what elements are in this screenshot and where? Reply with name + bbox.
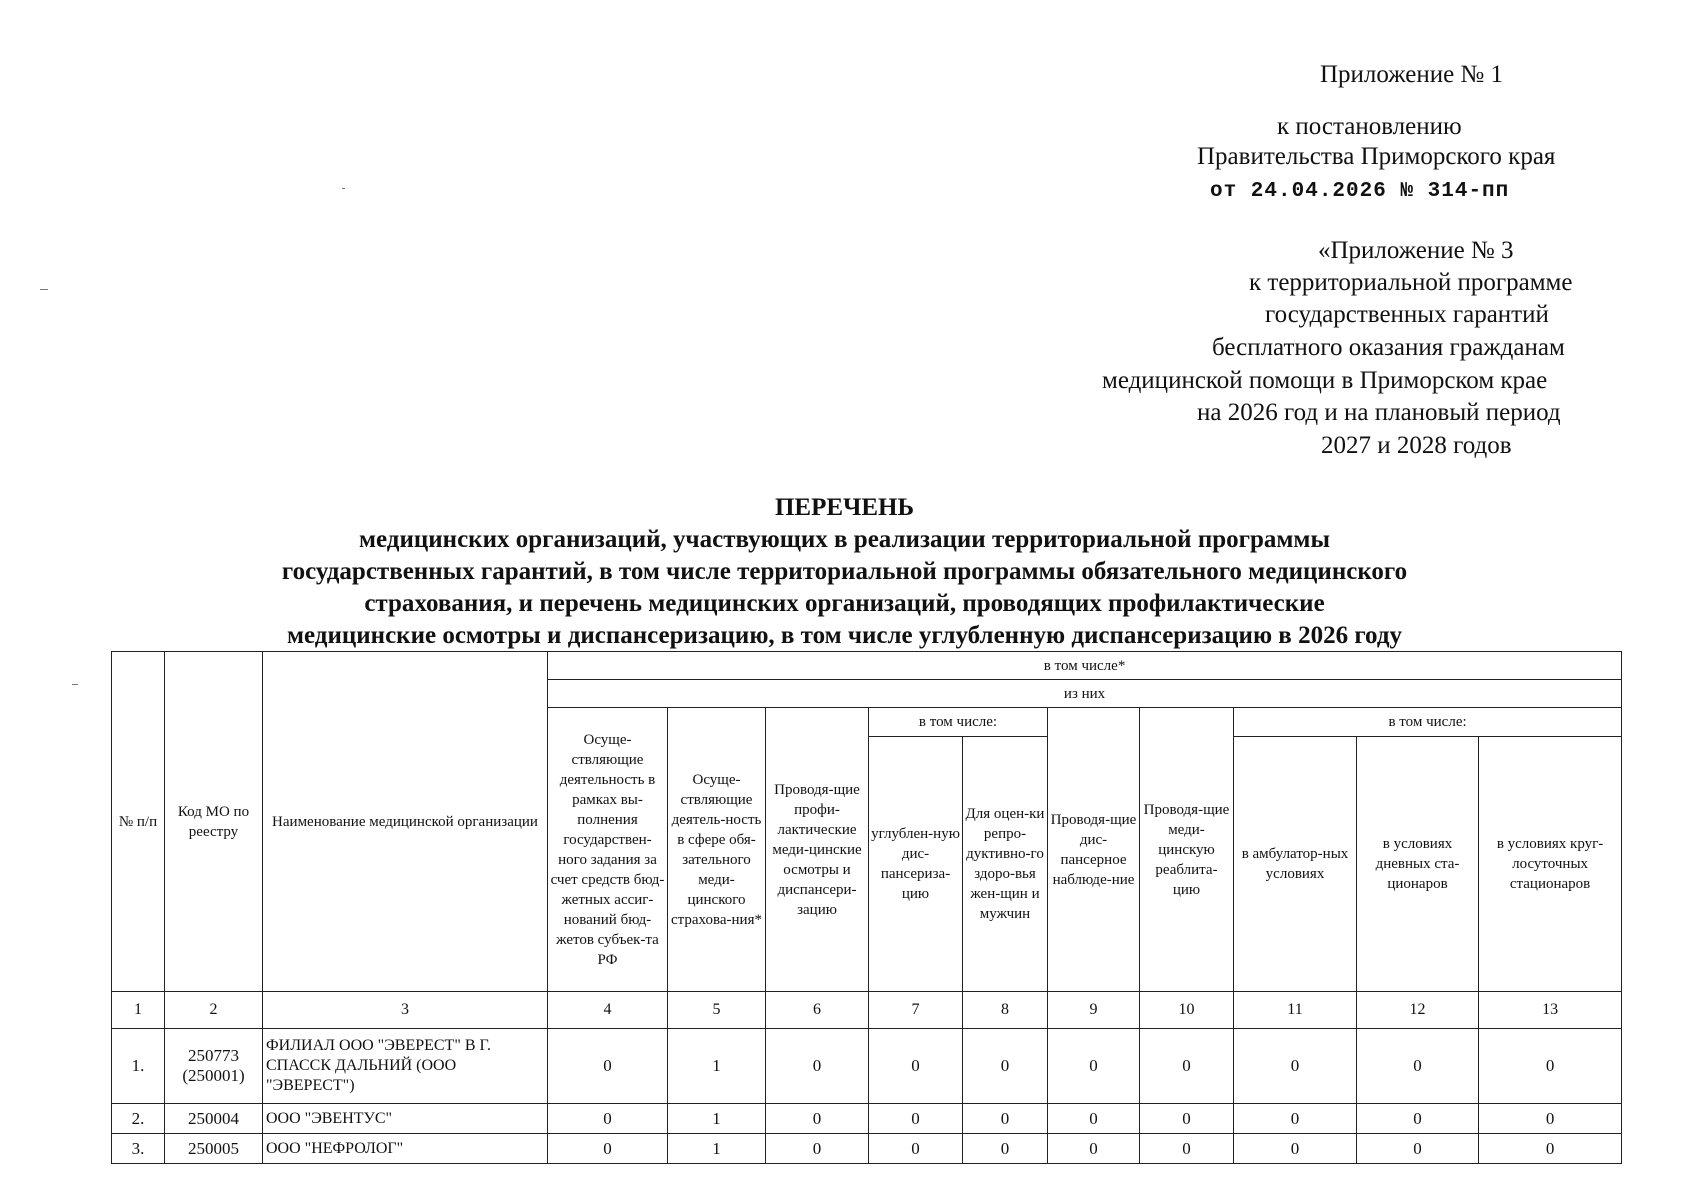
header-col-11: в амбулатор-ных условиях bbox=[1234, 737, 1357, 992]
resolution-date-number: от 24.04.2026 № 314-пп bbox=[1210, 180, 1510, 203]
sub-appendix-line: 2027 и 2028 годов bbox=[1321, 432, 1512, 459]
row-value: 0 bbox=[869, 1134, 963, 1164]
sub-appendix-line: медицинской помощи в Приморском крае bbox=[1102, 367, 1548, 394]
column-number: 9 bbox=[1048, 992, 1140, 1029]
column-numbers-row bbox=[112, 992, 1622, 1029]
row-value: 0 bbox=[1234, 1134, 1357, 1164]
header-col-8: Для оцен-ки репро-дуктивно-го здоро-вья жен-щин и мужчин bbox=[963, 737, 1048, 992]
row-value: 0 bbox=[1140, 1104, 1234, 1134]
row-value: 1 bbox=[668, 1134, 766, 1164]
row-organization-name: ФИЛИАЛ ООО "ЭВЕРЕСТ" В Г. СПАССК ДАЛЬНИЙ (ООО "ЭВЕРЕСТ") bbox=[263, 1029, 548, 1104]
title-line: медицинские осмотры и диспансеризацию, в том числе углубленную диспансеризацию в 2026 году bbox=[287, 622, 1402, 649]
row-value: 0 bbox=[1479, 1029, 1622, 1104]
column-number: 8 bbox=[963, 992, 1048, 1029]
column-number: 2 bbox=[165, 992, 263, 1029]
row-value: 0 bbox=[548, 1134, 668, 1164]
header-col-10: Проводя-щие меди-цинскую реаблита-цию bbox=[1140, 708, 1234, 992]
column-number: 12 bbox=[1357, 992, 1479, 1029]
title-line: медицинских организаций, участвующих в реализации территориальной программы bbox=[359, 526, 1330, 553]
row-value: 1 bbox=[668, 1029, 766, 1104]
row-value: 0 bbox=[1048, 1104, 1140, 1134]
row-value: 0 bbox=[548, 1104, 668, 1134]
sub-appendix-title: «Приложение № 3 bbox=[1318, 237, 1514, 264]
row-number: 1. bbox=[112, 1029, 165, 1104]
table-row bbox=[112, 1029, 1622, 1104]
table-row bbox=[112, 1104, 1622, 1134]
header-col-12: в условиях дневных ста-ционаров bbox=[1357, 737, 1479, 992]
scan-speck bbox=[342, 188, 345, 189]
row-value: 0 bbox=[766, 1134, 869, 1164]
header-col-4: Осуще-ствляющие деятельность в рамках вы-полнения государствен-ного задания за счет средств бюд-жетных ассиг-нований бюд-жетов субъек-та РФ bbox=[548, 708, 668, 992]
column-number: 5 bbox=[668, 992, 766, 1029]
row-value: 0 bbox=[1357, 1104, 1479, 1134]
header-col-13: в условиях круг-лосуточных стационаров bbox=[1479, 737, 1622, 992]
scan-speck bbox=[40, 289, 48, 290]
row-organization-name: ООО "НЕФРОЛОГ" bbox=[263, 1134, 548, 1164]
row-value: 0 bbox=[766, 1029, 869, 1104]
header-of-them: из них bbox=[548, 680, 1622, 708]
sub-appendix-line: к территориальной программе bbox=[1249, 269, 1573, 296]
row-code: 250004 bbox=[165, 1104, 263, 1134]
sub-appendix-line: бесплатного оказания гражданам bbox=[1212, 334, 1565, 361]
header-including-b: в том числе: bbox=[1234, 708, 1622, 737]
row-value: 0 bbox=[1357, 1134, 1479, 1164]
header-name: Наименование медицинской организации bbox=[263, 652, 548, 992]
column-number: 4 bbox=[548, 992, 668, 1029]
row-value: 0 bbox=[1357, 1029, 1479, 1104]
row-value: 0 bbox=[869, 1029, 963, 1104]
column-number: 1 bbox=[112, 992, 165, 1029]
row-organization-name: ООО "ЭВЕНТУС" bbox=[263, 1104, 548, 1134]
header-col-9: Проводя-щие дис-пансерное наблюде-ние bbox=[1048, 708, 1140, 992]
header-including: в том числе* bbox=[548, 652, 1622, 680]
column-number: 3 bbox=[263, 992, 548, 1029]
header-col-7: углублен-ную дис-пансериза-цию bbox=[869, 737, 963, 992]
row-code: 250773 (250001) bbox=[165, 1029, 263, 1104]
row-value: 0 bbox=[963, 1134, 1048, 1164]
organizations-table bbox=[111, 651, 1622, 1164]
row-number: 2. bbox=[112, 1104, 165, 1134]
column-number: 7 bbox=[869, 992, 963, 1029]
title-heading: ПЕРЕЧЕНЬ bbox=[774, 494, 915, 521]
title-line: государственных гарантий, в том числе территориальной программы обязательного медицинского bbox=[281, 558, 1408, 585]
appendix-number: Приложение № 1 bbox=[1320, 61, 1504, 88]
row-value: 0 bbox=[869, 1104, 963, 1134]
header-np: № п/п bbox=[112, 652, 165, 992]
header-including-a: в том числе: bbox=[869, 708, 1048, 737]
document-title bbox=[0, 492, 1689, 652]
column-number: 6 bbox=[766, 992, 869, 1029]
header-row bbox=[112, 652, 1622, 680]
row-value: 0 bbox=[963, 1029, 1048, 1104]
government-name: Правительства Приморского края bbox=[1197, 143, 1556, 170]
row-value: 0 bbox=[1479, 1104, 1622, 1134]
sub-appendix-line: на 2026 год и на плановый период bbox=[1197, 399, 1561, 426]
row-value: 0 bbox=[1140, 1134, 1234, 1164]
row-value: 0 bbox=[963, 1104, 1048, 1134]
to-resolution: к постановлению bbox=[1277, 113, 1462, 140]
row-value: 0 bbox=[1140, 1029, 1234, 1104]
title-line: страхования, и перечень медицинских организаций, проводящих профилактические bbox=[364, 590, 1325, 617]
row-value: 0 bbox=[1234, 1104, 1357, 1134]
row-value: 0 bbox=[1479, 1134, 1622, 1164]
row-value: 0 bbox=[1048, 1134, 1140, 1164]
column-number: 13 bbox=[1479, 992, 1622, 1029]
row-value: 0 bbox=[1234, 1029, 1357, 1104]
table-row bbox=[112, 1134, 1622, 1164]
row-value: 0 bbox=[548, 1029, 668, 1104]
column-number: 11 bbox=[1234, 992, 1357, 1029]
sub-appendix-line: государственных гарантий bbox=[1265, 301, 1549, 328]
row-code: 250005 bbox=[165, 1134, 263, 1164]
header-col-6: Проводя-щие профи-лактические меди-цинские осмотры и диспансери-зацию bbox=[766, 708, 869, 992]
scan-speck bbox=[72, 684, 78, 685]
column-number: 10 bbox=[1140, 992, 1234, 1029]
row-value: 1 bbox=[668, 1104, 766, 1134]
row-number: 3. bbox=[112, 1134, 165, 1164]
header-col-5: Осуще-ствляющие деятель-ность в сфере обя-зательного меди-цинского страхова-ния* bbox=[668, 708, 766, 992]
row-value: 0 bbox=[766, 1104, 869, 1134]
header-code: Код МО по реестру bbox=[165, 652, 263, 992]
row-value: 0 bbox=[1048, 1029, 1140, 1104]
